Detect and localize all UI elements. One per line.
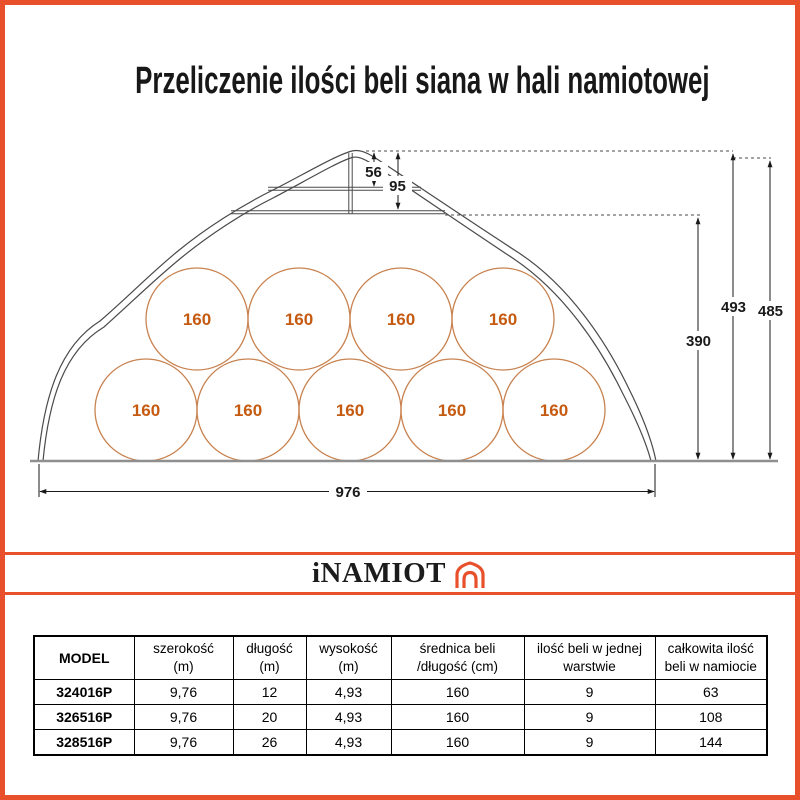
dim-label-976: 976	[335, 484, 361, 501]
cell-bales-per-layer: 9	[524, 705, 655, 730]
dimension-95	[383, 153, 412, 209]
bale-diameter-label: 160	[539, 401, 569, 420]
col-header-total-bales: całkowita ilość beli w namiocie	[655, 636, 767, 680]
cell-total-bales: 144	[655, 730, 767, 756]
table-header-row	[34, 636, 767, 680]
cell-length: 12	[233, 680, 306, 705]
cell-length: 20	[233, 705, 306, 730]
table-row	[34, 680, 767, 705]
bale-diameter-label: 160	[182, 310, 212, 329]
col-header-length: długość (m)	[233, 636, 306, 680]
dimension-976	[39, 464, 655, 501]
cell-height: 4,93	[306, 680, 391, 705]
cell-model: 328516P	[34, 730, 134, 756]
bale-diameter-label: 160	[335, 401, 365, 420]
dimension-485	[753, 161, 788, 459]
cell-height: 4,93	[306, 730, 391, 756]
bale-count-table	[33, 635, 768, 756]
bale-diameter-label: 160	[437, 401, 467, 420]
cell-width: 9,76	[134, 730, 233, 756]
cell-width: 9,76	[134, 705, 233, 730]
cell-total-bales: 108	[655, 705, 767, 730]
cell-bale-diameter: 160	[391, 705, 524, 730]
cell-length: 26	[233, 730, 306, 756]
col-header-bales-per-layer: ilość beli w jednej warstwie	[524, 636, 655, 680]
bale-diameter-label: 160	[131, 401, 161, 420]
bale-diameter-label: 160	[233, 401, 263, 420]
bale-diameter-label: 160	[284, 310, 314, 329]
cell-bales-per-layer: 9	[524, 730, 655, 756]
page-title-row	[0, 58, 800, 104]
tent-logo-icon	[452, 560, 488, 590]
col-header-width: szerokość (m)	[134, 636, 233, 680]
cell-bale-diameter: 160	[391, 680, 524, 705]
hay-bales	[95, 268, 605, 461]
table-row	[34, 730, 767, 756]
page-title: Przeliczenie ilości beli siana w hali namiotowej	[135, 60, 710, 102]
col-header-model: MODEL	[34, 636, 134, 680]
bale-diameter-label: 160	[488, 310, 518, 329]
brand-logo-text: iNAMIOT	[312, 557, 446, 589]
dim-label-56: 56	[365, 164, 382, 181]
dimension-493	[716, 154, 751, 459]
dim-label-390: 390	[685, 333, 712, 350]
cell-height: 4,93	[306, 705, 391, 730]
cell-bales-per-layer: 9	[524, 680, 655, 705]
cell-width: 9,76	[134, 680, 233, 705]
projection-lines	[366, 151, 771, 215]
dim-label-95: 95	[389, 178, 406, 195]
dim-label-493: 493	[720, 299, 747, 316]
cell-model: 324016P	[34, 680, 134, 705]
cell-bale-diameter: 160	[391, 730, 524, 756]
cell-total-bales: 63	[655, 680, 767, 705]
col-header-height: wysokość (m)	[306, 636, 391, 680]
table-row	[34, 705, 767, 730]
col-header-bale-diameter: średnica beli /długość (cm)	[391, 636, 524, 680]
bale-diameter-label: 160	[386, 310, 416, 329]
cell-model: 326516P	[34, 705, 134, 730]
dim-label-485: 485	[757, 303, 784, 320]
brand-band	[0, 552, 800, 595]
dimension-390	[681, 218, 716, 459]
